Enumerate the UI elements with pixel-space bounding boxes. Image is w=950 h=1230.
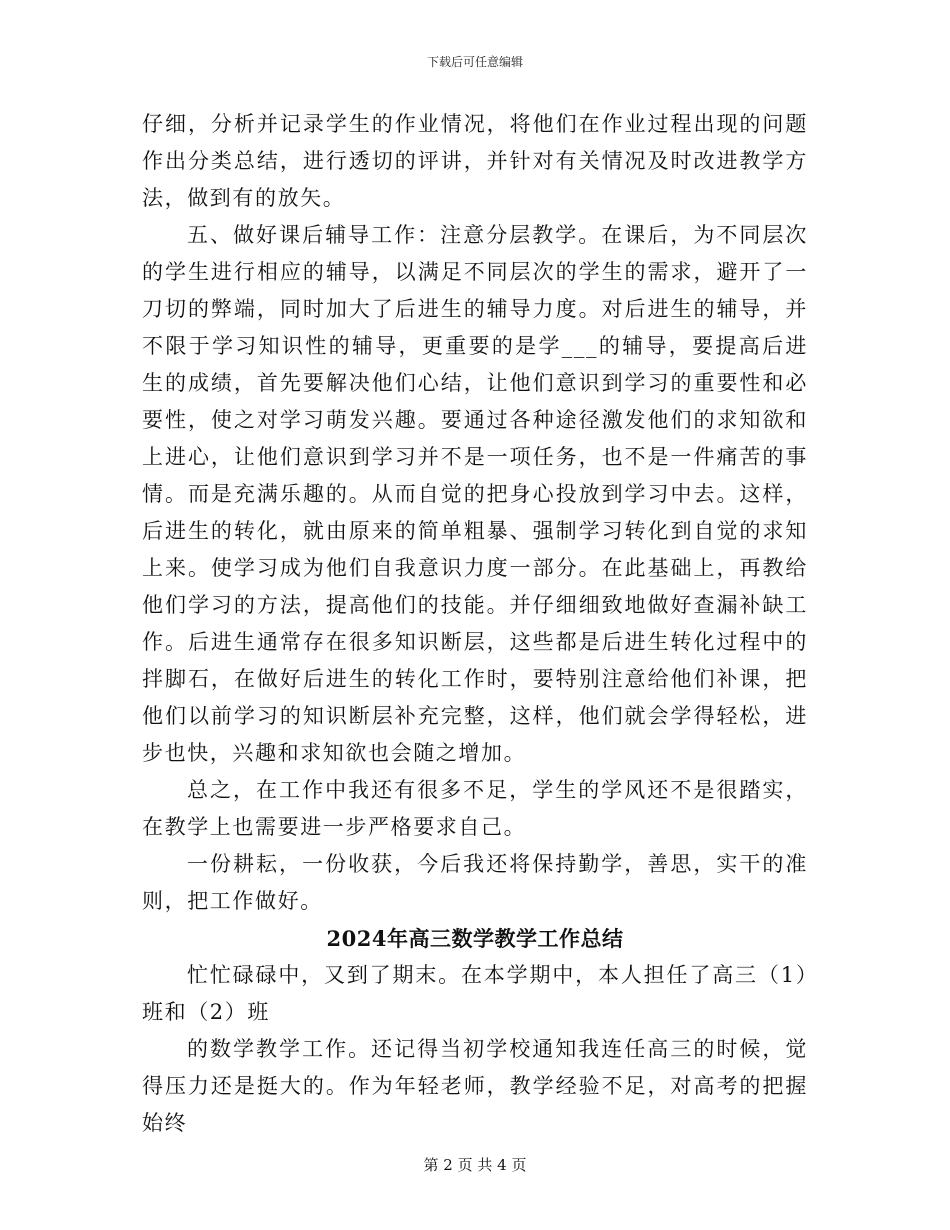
page-footer: 第 2 页 共 4 页 [423, 1156, 527, 1174]
page-header: 下载后可任意编辑 [426, 55, 523, 69]
paragraph-tutoring: 五、做好课后辅导工作：注意分层教学。在课后，为不同层次的学生进行相应的辅导，以满足不同层次的学生的需求，避开了一刀切的弊端，同时加大了后进生的辅导力度。对后进生的辅导，并不限于学习知识性的辅导，更重要的是学___的辅导，要提高后进生的成绩，首先要解决他们心结，让他们意识到学习的重要性和必要性，使之对学习萌发兴趣。要通过各种途径激发他们的求知欲和上进心，让他们意识到学习并不是一项任务，也不是一件痛苦的事情。而是充满乐趣的。从而自觉的把身心投放到学习中去。这样，后进生的转化，就由原来的简单粗暴、强制学习转化到自觉的求知上来。使学习成为他们自我意识力度一部分。在此基础上，再教给他们学习的方法，提高他们的技能。并仔细细致地做好查漏补缺工作。后进生通常存在很多知识断层，这些都是后进生转化过程中的拌脚石，在做好后进生的转化工作时，要特别注意给他们补课，把他们以前学习的知识断层补充完整，这样，他们就会学得轻松，进步也快，兴趣和求知欲也会随之增加。 [142, 223, 808, 765]
section-title: 2024年高三数学教学工作总结 [326, 926, 624, 951]
paragraph-closing: 一份耕耘，一份收获，今后我还将保持勤学，善思，实干的准则，把工作做好。 [142, 852, 808, 913]
document-body [142, 106, 808, 1142]
paragraph-continuation: 仔细，分析并记录学生的作业情况，将他们在作业过程出现的问题作出分类总结，进行透切的评讲，并针对有关情况及时改进教学方法，做到有的放矢。 [142, 112, 808, 210]
section-paragraph-intro: 忙忙碌碌中，又到了期末。在本学期中，本人担任了高三（1）班和（2）班 [142, 963, 808, 1024]
paragraph-summary: 总之，在工作中我还有很多不足，学生的学风还不是很踏实，在教学上也需要进一步严格要求自己。 [142, 778, 808, 839]
section-paragraph-continued: 的数学教学工作。还记得当初学校通知我连任高三的时候，觉得压力还是挺大的。作为年轻老师，教学经验不足，对高考的把握始终 [142, 1037, 808, 1135]
